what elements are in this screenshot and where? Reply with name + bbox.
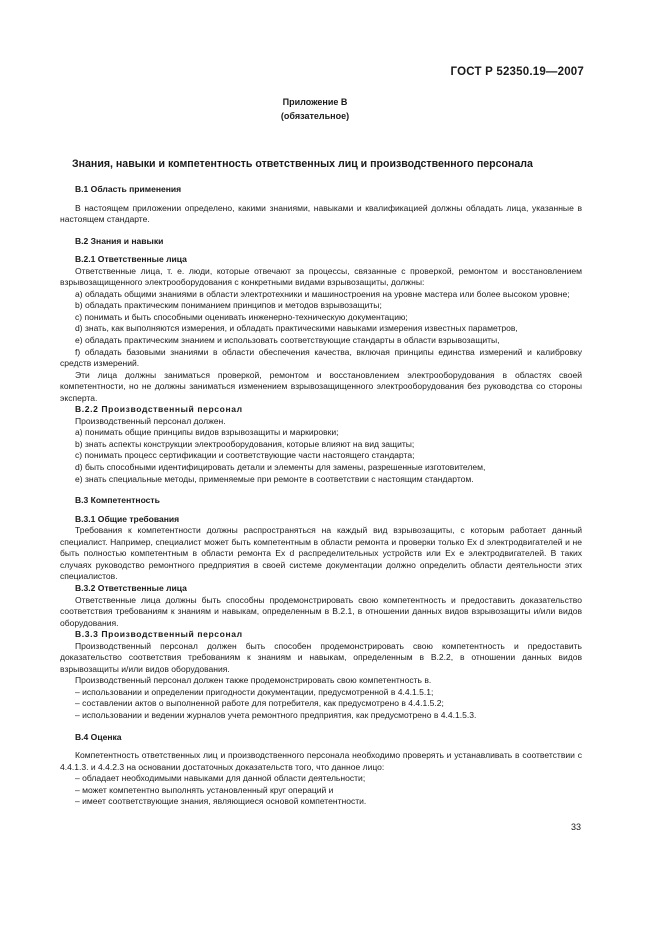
appendix-heading bbox=[0, 95, 630, 123]
appendix-subtitle: (обязательное) bbox=[280, 111, 350, 121]
list-item: – имеет соответствующие знания, являющиеся основой компетентности. bbox=[75, 796, 367, 807]
list-item: b) знать аспекты конструкции электрооборудования, которые влияют на вид защиты; bbox=[75, 438, 415, 449]
document-code: ГОСТ Р 52350.19—2007 bbox=[450, 66, 584, 78]
list-item: e) знать специальные методы, применяемые при ремонте в соответствии с настоящим стандартом. bbox=[75, 473, 474, 484]
page-number: 33 bbox=[570, 822, 581, 832]
section-b4-heading: B.4 Оценка bbox=[75, 731, 122, 742]
paragraph: Производственный персонал должен быть способен продемонстрировать свою компетентность и предоставить доказательство соответствия требованиям к знаниям и навыкам, определенным в B.2.2, в отношении данных видов взрывозащиты и/или видов оборудования. bbox=[60, 640, 582, 674]
list-item: d) быть способными идентифицировать детали и элементы для замены, разрешенные изготовителем, bbox=[75, 462, 486, 473]
list-item: f) обладать базовыми знаниями в области обеспечения качества, включая принципы единства измерений и калибровку средств измерений. bbox=[60, 346, 582, 369]
section-b3-heading: B.3 Компетентность bbox=[75, 495, 160, 506]
list-item: c) понимать процесс сертификации и соответствующие части настоящего стандарта; bbox=[75, 450, 415, 461]
list-item: a) обладать общими знаниями в области электротехники и машиностроения на уровне мастера или более высоком уровне; bbox=[75, 288, 570, 299]
list-item: – может компетентно выполнять установленный круг операций и bbox=[75, 784, 334, 795]
paragraph: Ответственные лица должны быть способны продемонстрировать свою компетентность и предоставить доказательство соответствия требованиям к знаниям и навыкам, определенным в B.2.1, в отношении данных видов взрывозащиты и/или видов оборудования. bbox=[60, 594, 582, 628]
list-item: a) понимать общие принципы видов взрывозащиты и маркировки; bbox=[75, 427, 339, 438]
appendix-title: Приложение B bbox=[282, 97, 348, 107]
section-b22-heading: B.2.2 Производственный персонал bbox=[75, 404, 243, 415]
paragraph: Ответственные лица, т. е. люди, которые отвечают за процессы, связанные с проверкой, ремонтом и восстановлением взрывозащищенного электрооборудования с конкретными видами взрывозащиты, должны: bbox=[60, 265, 582, 288]
list-item: e) обладать практическим знанием и использовать соответствующие стандарты в области взрывозащиты, bbox=[75, 335, 500, 346]
list-item: c) понимать и быть способными оценивать инженерно-техническую документацию; bbox=[75, 311, 408, 322]
section-b21-heading: B.2.1 Ответственные лица bbox=[75, 254, 187, 265]
paragraph: Производственный персонал должен также продемонстрировать свою компетентность в. bbox=[75, 675, 432, 686]
section-b1-heading: B.1 Область применения bbox=[75, 184, 182, 194]
paragraph: Компетентность ответственных лиц и производственного персонала необходимо проверять и устанавливать в соответствии с 4.4.1.3. и 4.4.2.3 на основании достаточных доказательств того, что данное лицо: bbox=[60, 750, 582, 772]
document-body bbox=[60, 184, 582, 808]
section-b32-heading: B.3.2 Ответственные лица bbox=[75, 582, 187, 593]
list-item: – использовании и ведении журналов учета ремонтного предприятия, как предусмотрено в 4.4.1.5.3. bbox=[75, 709, 477, 720]
list-item: – использовании и определении пригодности документации, предусмотренной в 4.4.1.5.1; bbox=[75, 686, 434, 697]
main-title: Знания, навыки и компетентность ответственных лиц и производственного персонала bbox=[72, 158, 533, 170]
list-item: d) знать, как выполняются измерения, и обладать практическими навыками измерения известных параметров, bbox=[75, 323, 518, 334]
paragraph: В настоящем приложении определено, какими знаниями, навыками и квалификацией должны обладать лица, указанные в настоящем стандарте. bbox=[60, 202, 582, 225]
list-item: b) обладать практическим пониманием принципов и методов взрывозащиты; bbox=[75, 300, 382, 311]
section-b2-heading: B.2 Знания и навыки bbox=[75, 235, 164, 246]
paragraph: Эти лица должны заниматься проверкой, ремонтом и восстановлением электрооборудования в областях своей компетентности, но не должны заниматься изменением взрывозащищенного электрооборудования без руководства со стороны эксперта. bbox=[60, 369, 582, 403]
paragraph: Производственный персонал должен. bbox=[75, 415, 226, 426]
paragraph: Требования к компетентности должны распространяться на каждый вид взрывозащиты, с которым работает данный специалист. Например, специалист может быть компетентным в области ремонта и проверки только Ex d электродвигателей и не быть полностью компетентным в области ремонта Ex d распределительных устройств или Ex e электродвигателей. В таких случаях руководство ремонтного предприятия в своей системе документации должно определить области деятельности этих специалистов. bbox=[60, 525, 582, 582]
list-item: – обладает необходимыми навыками для данной области деятельности; bbox=[75, 773, 366, 784]
section-b33-heading: B.3.3 Производственный персонал bbox=[75, 629, 243, 640]
list-item: – составлении актов о выполненной работе для потребителя, как предусмотрено в 4.4.1.5.2; bbox=[75, 698, 444, 709]
section-b31-heading: B.3.1 Общие требования bbox=[75, 513, 180, 524]
